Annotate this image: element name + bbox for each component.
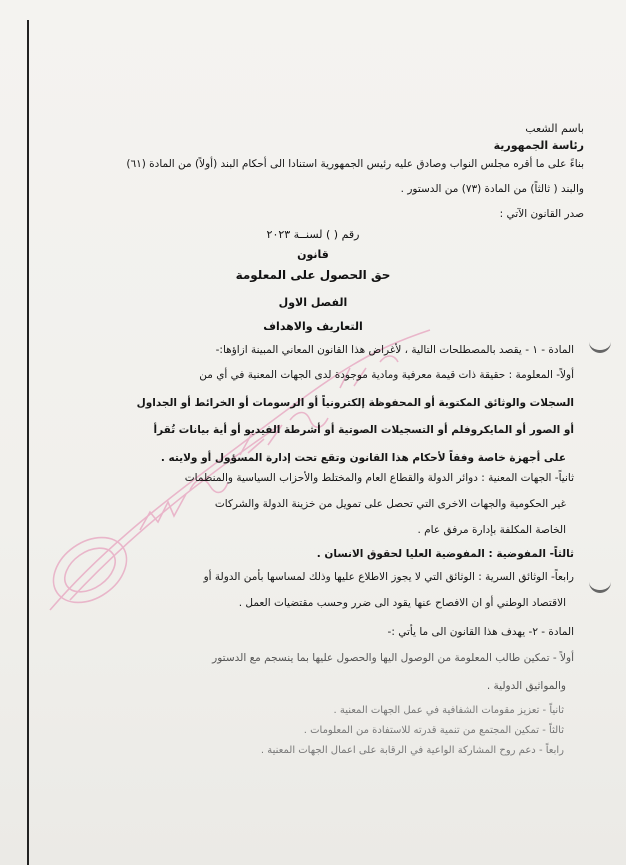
article-2-goal-1-line-2: والمواثيق الدولية . — [486, 680, 566, 692]
preamble-line-2: والبند ( ثالثاً) من المادة (٧٣) من الدستور . — [400, 183, 584, 195]
article-1-def-2-line-2: غير الحكومية والجهات الاخرى التي تحصل على تمويل من خزينة الدولة والشركات — [214, 498, 566, 510]
law-number: رقم ( ) لسنــة ٢٠٢٣ — [266, 228, 360, 241]
article-1-def-2-line-1: ثانياً- الجهات المعنية : دوائر الدولة والقطاع العام والمختلط والأحزاب السياسية والمنظمات — [184, 472, 574, 484]
page-left-edge — [27, 20, 29, 865]
chapter-title: التعاريف والاهداف — [263, 320, 363, 333]
article-1-intro: المادة - ١ - يقصد بالمصطلحات التالية ، لأغراض هذا القانون المعاني المبينة ازاؤها:- — [215, 344, 574, 356]
article-1-def-2-line-3: الخاصة المكلفة بإدارة مرفق عام . — [417, 524, 566, 536]
law-title: حق الحصول على المعلومة — [235, 268, 391, 282]
article-1-def-1-line-3: أو الصور أو المايكروفلم أو التسجيلات الصوتية أو أشرطة الفيديو أو أية بيانات تُقرأ — [153, 424, 574, 436]
article-2-goal-1-line-1: أولاً - تمكين طالب المعلومة من الوصول اليها والحصول عليها بما ينسجم مع الدستور — [212, 652, 574, 664]
article-1-def-4-line-1: رابعاً- الوثائق السرية : الوثائق التي لا يجوز الاطلاع عليها وذلك لمساسها بأمن الدولة أو — [203, 571, 574, 583]
law-label: قانون — [297, 248, 329, 261]
header-in-name-of-people: باسم الشعب — [525, 122, 584, 135]
chapter-heading: الفصل الاول — [278, 296, 348, 309]
preamble-line-1: بناءً على ما أقره مجلس النواب وصادق عليه رئيس الجمهورية استنادا الى أحكام البند (أولاً) من المادة (٦١) — [126, 158, 584, 170]
article-1-def-4-line-2: الاقتصاد الوطني أو ان الافصاح عنها يقود الى ضرر وحسب مقتضيات العمل . — [238, 597, 566, 609]
binder-hole-mark — [589, 340, 611, 353]
binder-hole-mark — [589, 580, 611, 593]
article-1-def-1-line-2: السجلات والوثائق المكتوبة أو المحفوظة إلكترونياً أو الرسومات أو الخرائط أو الجداول — [136, 397, 574, 409]
header-presidency: رئاسة الجمهورية — [493, 139, 584, 152]
article-2-intro: المادة - ٢- يهدف هذا القانون الى ما يأتي :- — [387, 626, 574, 638]
article-1-def-1-line-4: على أجهزة خاصة وفقاً لأحكام هذا القانون وتقع تحت إدارة المسؤول أو ولايته . — [160, 452, 566, 464]
article-1-def-3: ثالثاً- المفوضية : المفوضية العليا لحقوق الانسان . — [316, 548, 574, 560]
article-2-goal-3: ثالثاً - تمكين المجتمع من تنمية قدرته للاستفادة من المعلومات . — [303, 725, 564, 736]
preamble-line-3: صدر القانون الآتي : — [499, 208, 584, 220]
article-2-goal-2: ثانياً - تعزيز مقومات الشفافية في عمل الجهات المعنية . — [333, 705, 564, 716]
article-2-goal-4: رابعاً - دعم روح المشاركة الواعية في الرقابة على اعمال الجهات المعنية . — [260, 745, 564, 756]
article-1-def-1-line-1: أولاً- المعلومة : حقيقة ذات قيمة معرفية ومادية موجودة لدى الجهات المعنية في أي من — [199, 369, 574, 381]
